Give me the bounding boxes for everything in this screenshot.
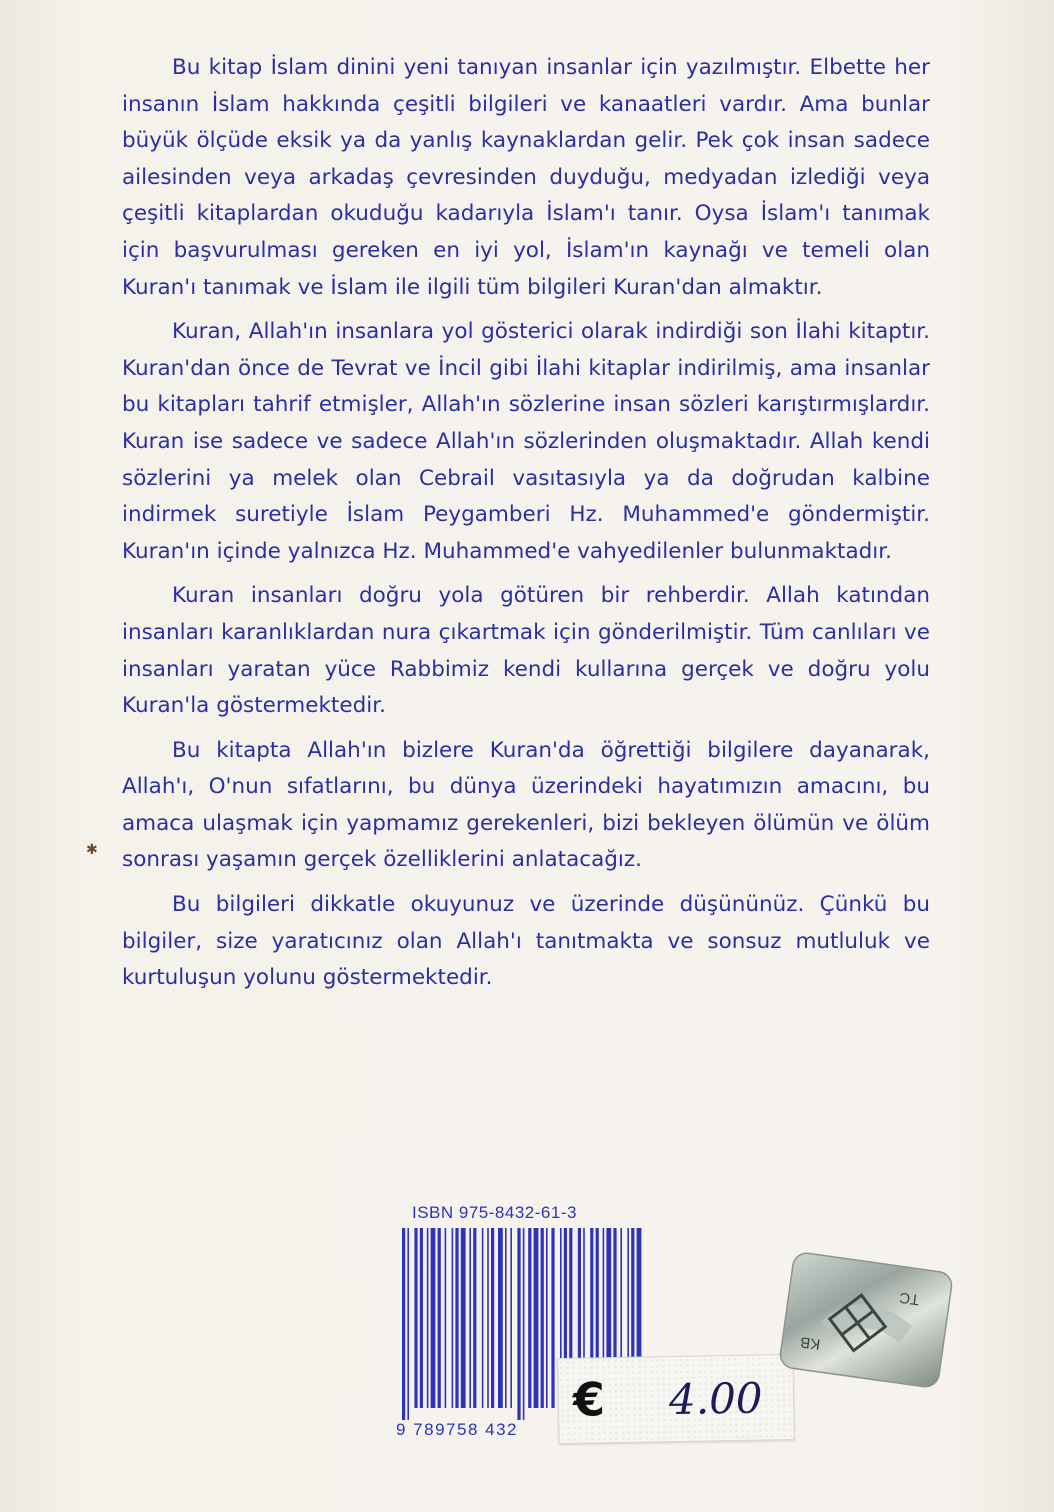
ink-speck-icon: ✱ xyxy=(86,842,98,858)
paragraph-5: Bu bilgileri dikkatle okuyunuz ve üzerinde düşününüz. Çünkü bu bilgiler, size yaratıcınız olan Allah'ı tanıtmakta ve sonsuz mutluluk ve kurtuluşun yolunu göstermektedir. xyxy=(122,892,930,991)
price-value: 4.00 xyxy=(668,1373,763,1425)
barcode-bar xyxy=(445,1228,447,1408)
barcode-bar xyxy=(498,1228,503,1408)
barcode-bar xyxy=(541,1228,544,1408)
hologram-label-right: TC xyxy=(898,1288,921,1309)
description-text xyxy=(122,50,930,1005)
barcode-bar xyxy=(431,1228,436,1408)
barcode-bar xyxy=(469,1228,471,1408)
barcode-digits: 9 789758 432 xyxy=(396,1420,518,1439)
barcode-bar xyxy=(482,1228,484,1408)
barcode-bar xyxy=(438,1228,441,1408)
barcode-bar xyxy=(461,1228,466,1408)
barcode-bar xyxy=(510,1228,512,1408)
hologram-seal-icon xyxy=(774,1247,958,1393)
barcode-bar xyxy=(517,1228,520,1420)
barcode-bar xyxy=(505,1228,507,1408)
barcode-bar xyxy=(523,1228,525,1420)
paragraph-4: Bu kitapta Allah'ın bizlere Kuran'da öğrettiği bilgilere dayanarak, Allah'ı, O'nun sıfatlarını, bu dünya üzerindeki hayatımızın amacını, bu amaca ulaşmak için yapmamız gerekenleri, bizi bekleyen ölümün ve ölüm sonrası yaşamın gerçek özelliklerini anlatacağız. xyxy=(122,737,930,873)
paragraph-2: Kuran, Allah'ın insanlara yol gösterici olarak indirdiği son İlahi kitaptır. Kuran'dan önce de Tevrat ve İncil gibi İlahi kitaplar indirilmiş, ama insanlar bu kitapları tahrif etmişler, Allah'ın sözlerine insan sözleri karıştırmışlardır. Kuran ise sadece ve sadece Allah'ın sözlerinden oluşmaktadır. Allah kendi sözlerini ya melek olan Cebrail vasıtasıyla ya da doğrudan kalbine indirmek suretiyle İslam Peygamberi Hz. Muhammed'e göndermiştir. Kuran'ın içinde yalnızca Hz. Muhammed'e vahyedilenler bulunmaktadır. xyxy=(122,319,930,564)
barcode-bar xyxy=(452,1228,454,1408)
barcode-bar xyxy=(455,1228,458,1408)
isbn-number: ISBN 975-8432-61-3 xyxy=(412,1203,577,1222)
barcode-bar xyxy=(491,1228,494,1408)
barcode-bar xyxy=(487,1228,489,1408)
hologram-label-left: KB xyxy=(799,1333,822,1353)
barcode-bar xyxy=(414,1228,417,1408)
barcode-bar xyxy=(473,1228,476,1408)
barcode-bar xyxy=(427,1228,429,1408)
barcode-bar xyxy=(528,1228,531,1408)
currency-symbol: € xyxy=(572,1372,606,1427)
barcode-bar xyxy=(407,1228,409,1420)
barcode-bar xyxy=(534,1228,539,1408)
price-sticker xyxy=(557,1354,794,1444)
barcode-bar xyxy=(420,1228,423,1408)
paragraph-1: Bu kitap İslam dinini yeni tanıyan insanlar için yazılmıştır. Elbette her insanın İslam hakkında çeşitli bilgileri ve kanaatleri vardır. Ama bunlar büyük ölçüde eksik ya da yanlış kaynaklardan gelir. Pek çok insan sadece ailesinden veya arkadaş çevresinden duyduğu, medyadan izlediği veya çeşitli kitaplardan okuduğu kadarıyla İslam'ı tanır. Oysa İslam'ı tanımak için başvurulması gereken en iyi yol, İslam'ın kaynağı ve temeli olan Kuran'ı tanımak ve İslam ile ilgili tüm bilgileri Kuran'dan almaktır. xyxy=(122,55,930,300)
barcode-bar xyxy=(551,1228,554,1408)
barcode-bar xyxy=(402,1228,405,1420)
barcode-bar xyxy=(546,1228,548,1408)
paragraph-3: Kuran insanları doğru yola götüren bir rehberdir. Allah katından insanları karanlıklardan nura çıkartmak için gönderilmiştir. Tüm canlıları ve insanları yaratan yüce Rabbimiz kendi kullarına gerçek ve doğru yolu Kuran'la göstermektedir. xyxy=(122,583,930,719)
